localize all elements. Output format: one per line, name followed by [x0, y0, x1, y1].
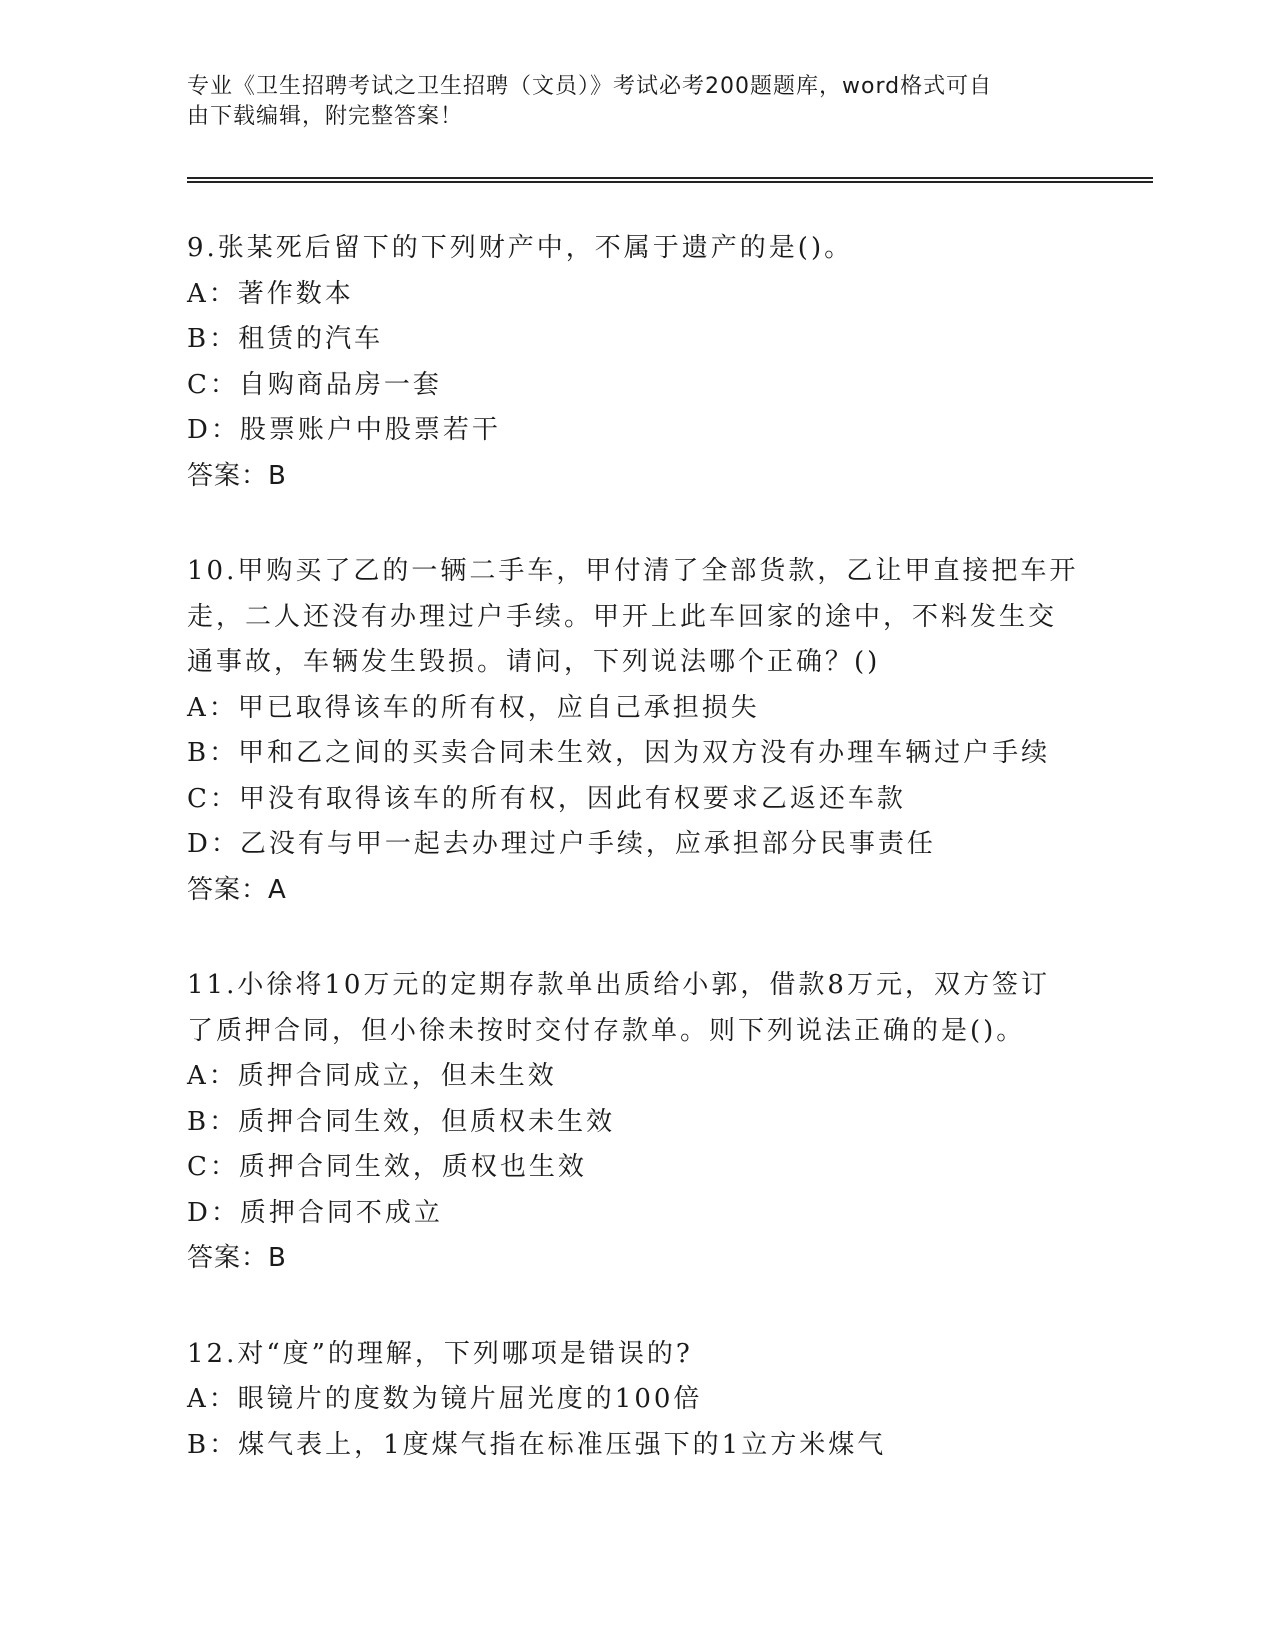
header-line-2: 由下载编辑，附完整答案！: [187, 104, 464, 129]
option-b: B：煤气表上，1度煤气指在标准压强下的1立方米煤气: [187, 1429, 887, 1460]
option-d: D：质押合同不成立: [187, 1197, 443, 1228]
option-d: D：股票账户中股票若干: [187, 415, 501, 445]
question-stem: 了质押合同，但小徐未按时交付存款单。则下列说法正确的是()。: [187, 1015, 1026, 1046]
option-a: A：著作数本: [187, 278, 354, 309]
answer-line: 答案：A: [187, 874, 287, 905]
question-stem: 走，二人还没有办理过户手续。甲开上此车回家的途中，不料发生交: [187, 601, 1058, 632]
option-a: A：甲已取得该车的所有权，应自己承担损失: [187, 692, 760, 723]
option-d: D：乙没有与甲一起去办理过户手续，应承担部分民事责任: [187, 829, 936, 859]
option-c: C：质押合同生效，质权也生效: [187, 1152, 587, 1182]
header-line-1: 专业《卫生招聘考试之卫生招聘（文员）》考试必考200题题库，word格式可自: [187, 74, 993, 99]
option-b: B：质押合同生效，但质权未生效: [187, 1106, 616, 1137]
option-a: A：眼镜片的度数为镜片屈光度的100倍: [187, 1384, 703, 1414]
question-10: [187, 549, 1087, 913]
answer-line: 答案：B: [187, 460, 287, 491]
option-c: C：自购商品房一套: [187, 369, 442, 400]
question-stem: 通事故，车辆发生毁损。请问，下列说法哪个正确？(): [187, 647, 881, 677]
option-b: B：甲和乙之间的买卖合同未生效，因为双方没有办理车辆过户手续: [187, 738, 1051, 768]
answer-line: 答案：B: [187, 1243, 287, 1273]
question-12: [187, 1332, 1087, 1469]
question-stem: 11.小徐将10万元的定期存款单出质给小郭，借款8万元，双方签订: [187, 970, 1050, 1000]
option-b: B：租赁的汽车: [187, 324, 384, 354]
option-a: A：质押合同成立，但未生效: [187, 1061, 557, 1091]
question-list: [187, 226, 1087, 1518]
header-divider: [187, 177, 1153, 183]
question-stem: 10.甲购买了乙的一辆二手车，甲付清了全部货款，乙让甲直接把车开: [187, 556, 1079, 586]
option-c: C：甲没有取得该车的所有权，因此有权要求乙返还车款: [187, 783, 906, 814]
question-stem: 12.对“度”的理解，下列哪项是错误的?: [187, 1338, 693, 1369]
question-11: [187, 963, 1087, 1282]
question-9: [187, 226, 1087, 499]
document-header: [187, 72, 1067, 132]
question-stem: 9.张某死后留下的下列财产中，不属于遗产的是()。: [187, 233, 854, 263]
